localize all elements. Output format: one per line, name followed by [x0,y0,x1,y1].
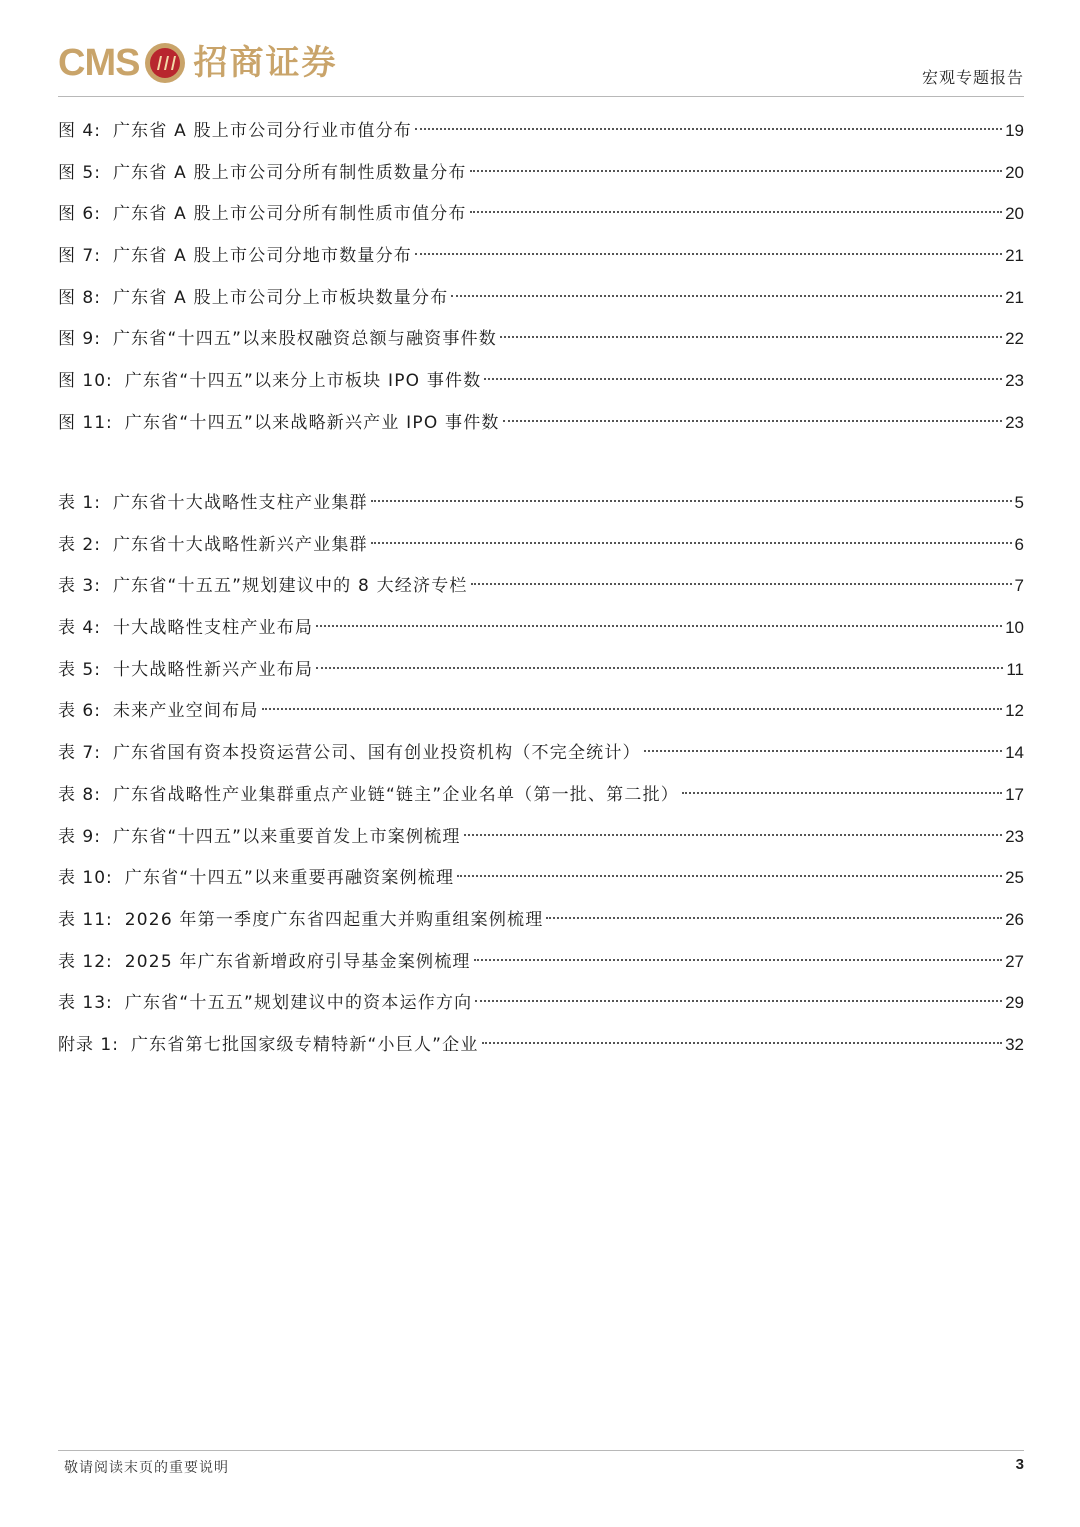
toc-entry-page: 26 [1005,909,1024,929]
toc-entry-label: 图 7: [58,246,101,267]
toc-leader-dots [470,170,1002,172]
toc-entry-title: 广东省国有资本投资运营公司、国有创业投资机构（不完全统计） [112,743,641,764]
toc-entry[interactable] [58,193,1024,235]
toc-entry-label: 表 8: [58,784,101,805]
toc-entry-page: 25 [1005,868,1024,888]
logo-latin-text: CMS [58,42,140,84]
toc-entry-title: 广东省 A 股上市公司分上市板块数量分布 [112,287,449,308]
toc-leader-dots [470,211,1002,213]
toc-leader-dots [451,295,1002,297]
toc-entry[interactable] [58,857,1024,899]
toc-entry-label: 表 6: [58,701,101,722]
toc-entry-page: 23 [1005,826,1024,846]
toc-entry-label: 表 4: [58,618,101,639]
toc-entry-page: 32 [1005,1034,1024,1054]
toc-entry-label: 图 6: [58,204,101,225]
company-logo [58,38,337,88]
toc-leader-dots [471,583,1012,585]
toc-entry-title: 广东省“十四五”以来重要首发上市案例梳理 [112,826,461,847]
toc-entry[interactable] [58,482,1024,524]
toc-entry-page: 20 [1005,162,1024,182]
toc-leader-dots [503,420,1002,422]
toc-leader-dots [482,1042,1003,1044]
toc-leader-dots [371,542,1012,544]
toc-entry-title: 未来产业空间布局 [112,701,259,722]
toc-entry-label: 图 10: [58,371,113,392]
toc-entry-title: 广东省 A 股上市公司分地市数量分布 [112,246,412,267]
toc-entry-title: 广东省“十四五”以来分上市板块 IPO 事件数 [124,371,482,392]
toc-entry-page: 22 [1005,329,1024,349]
toc-leader-dots [371,500,1012,502]
toc-leader-dots [475,1000,1002,1002]
toc-leader-dots [682,792,1002,794]
toc-leader-dots [644,750,1002,752]
toc-entry-page: 21 [1005,287,1024,307]
toc-leader-dots [484,378,1002,380]
toc-entry-title: 广东省“十五五”规划建议中的 8 大经济专栏 [112,576,468,597]
toc-entry-title: 广东省“十五五”规划建议中的资本运作方向 [124,993,473,1014]
toc-entry-label: 表 5: [58,659,101,680]
toc-entry-title: 广东省 A 股上市公司分所有制性质市值分布 [112,204,467,225]
toc-entry-title: 广东省十大战略性支柱产业集群 [112,493,368,513]
toc-leader-dots [415,128,1002,130]
toc-leader-dots [316,625,1002,627]
toc-entry[interactable] [58,110,1024,152]
toc-entry-title: 广东省“十四五”以来战略新兴产业 IPO 事件数 [124,412,500,433]
toc-entry[interactable] [58,982,1024,1024]
toc-entry-title: 广东省“十四五”以来股权融资总额与融资事件数 [112,329,497,350]
toc-entry-label: 表 3: [58,576,101,597]
header-divider [58,96,1024,97]
toc-entry-page: 17 [1005,784,1024,804]
toc-entry-title: 广东省战略性产业集群重点产业链“链主”企业名单（第一批、第二批） [112,784,679,805]
toc-entry-label: 图 8: [58,287,101,308]
toc-leader-dots [500,336,1002,338]
toc-entry-page: 14 [1005,743,1024,763]
toc-entry-title: 广东省十大战略性新兴产业集群 [112,534,368,555]
toc-entry-title: 广东省 A 股上市公司分所有制性质数量分布 [112,162,467,183]
figure-list [58,110,1024,444]
toc-entry-label: 图 9: [58,329,101,350]
toc-entry[interactable] [58,816,1024,858]
toc-entry[interactable] [58,774,1024,816]
toc-entry-page: 5 [1014,493,1024,512]
page-header [58,38,1024,96]
toc-entry-label: 图 11: [58,412,113,433]
toc-entry-label: 表 9: [58,826,101,847]
toc-entry-page: 27 [1005,951,1024,971]
toc-entry-page: 12 [1005,701,1024,721]
toc-entry[interactable] [58,524,1024,566]
toc-entry-title: 广东省第七批国家级专精特新“小巨人”企业 [130,1034,479,1055]
toc-entry-page: 6 [1014,534,1024,554]
toc-entry-page: 29 [1005,993,1024,1013]
toc-entry-page: 19 [1005,121,1024,140]
logo-chinese-text: 招商证券 [193,43,338,83]
toc-entry-label: 表 7: [58,743,101,764]
toc-entry[interactable] [58,1024,1024,1066]
toc-entry-page: 23 [1005,412,1024,432]
toc-entry[interactable] [58,732,1024,774]
toc-entry-page: 20 [1005,204,1024,224]
toc-entry-label: 表 13: [58,993,113,1014]
toc-entry-label: 表 11: [58,909,113,930]
toc-entry-label: 图 4: [58,121,101,141]
toc-leader-dots [316,667,1003,669]
table-list [58,482,1024,1066]
toc-entry-page: 7 [1014,576,1024,596]
toc-entry[interactable] [58,360,1024,402]
toc-entry-page: 10 [1005,618,1024,638]
toc-entry-page: 23 [1005,371,1024,391]
toc-entry-label: 附录 1: [58,1034,119,1055]
toc-entry-label: 表 2: [58,534,101,555]
toc-entry[interactable] [58,277,1024,319]
toc-leader-dots [464,834,1003,836]
toc-entry-label: 表 1: [58,493,101,513]
toc-entry[interactable] [58,941,1024,983]
toc-entry-title: 广东省“十四五”以来重要再融资案例梳理 [124,868,455,889]
toc-entry-title: 广东省 A 股上市公司分行业市值分布 [112,121,412,141]
toc-entry[interactable] [58,402,1024,444]
footer-divider [58,1450,1024,1451]
toc-entry[interactable] [58,899,1024,941]
toc-leader-dots [262,708,1003,710]
toc-entry[interactable] [58,235,1024,277]
disclaimer-note: 敬请阅读末页的重要说明 [64,1460,229,1476]
toc-leader-dots [546,917,1002,919]
toc-entry[interactable] [58,649,1024,691]
toc-leader-dots [457,875,1002,877]
toc-entry-title: 2026 年第一季度广东省四起重大并购重组案例梳理 [124,909,544,930]
toc-entry-label: 表 12: [58,951,113,972]
toc-entry-label: 图 5: [58,162,101,183]
toc-entry[interactable] [58,607,1024,649]
page-number: 3 [1015,1456,1024,1473]
toc-entry-title: 十大战略性支柱产业布局 [112,618,314,639]
document-type-label: 宏观专题报告 [921,68,1024,87]
toc-entry-page: 11 [1006,659,1024,679]
cms-emblem-icon [143,41,187,85]
toc-leader-dots [415,253,1002,255]
toc-entry[interactable] [58,318,1024,360]
toc-entry-title: 2025 年广东省新增政府引导基金案例梳理 [124,951,471,972]
toc-entry-page: 21 [1005,246,1024,266]
toc-entry[interactable] [58,565,1024,607]
toc-entry[interactable] [58,152,1024,194]
toc-leader-dots [474,959,1002,961]
toc-entry-title: 十大战略性新兴产业布局 [112,659,314,680]
toc-entry[interactable] [58,690,1024,732]
toc-entry-label: 表 10: [58,868,113,889]
